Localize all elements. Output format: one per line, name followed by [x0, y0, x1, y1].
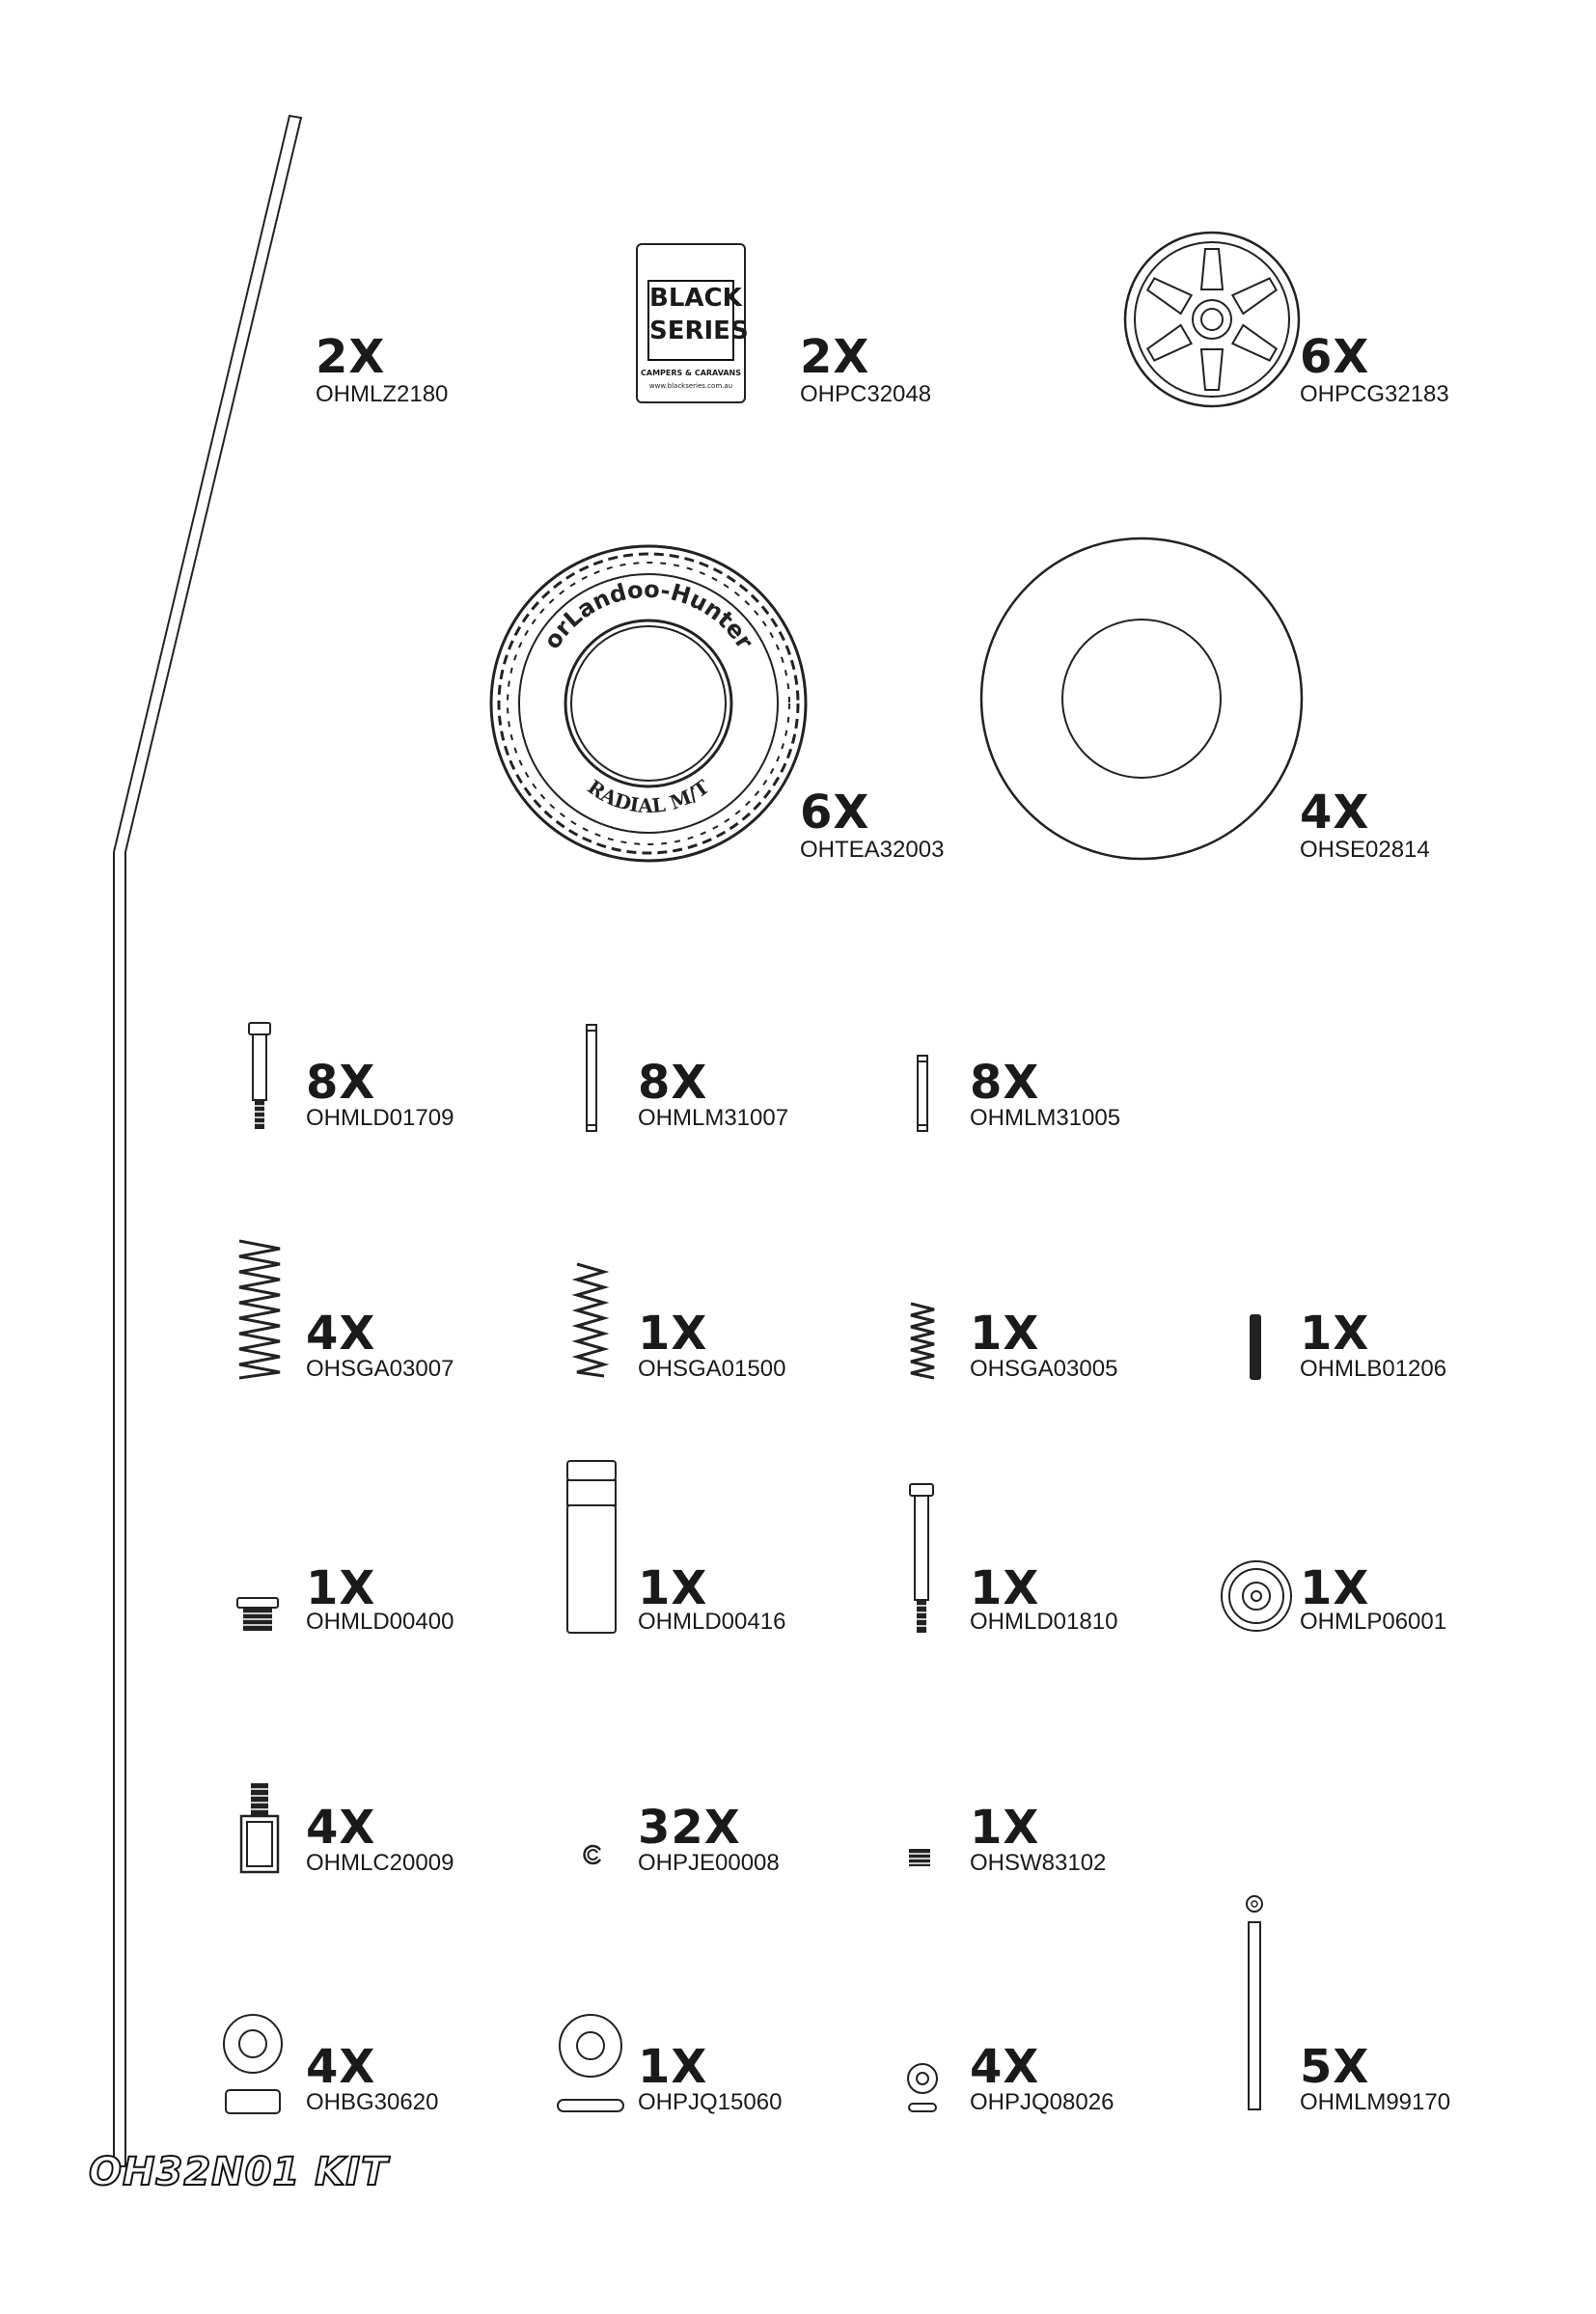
hub-screw-icon [237, 1781, 282, 1874]
quantity: 8X [306, 1056, 376, 1110]
part-code: OHSGA03007 [306, 1356, 454, 1382]
part-code: OHTEA32003 [800, 837, 945, 863]
logo-line4: www.blackseries.com.au [648, 382, 733, 390]
part-code: OHMLC20009 [306, 1850, 454, 1876]
quantity: 4X [1300, 785, 1370, 840]
shoulder-screw-icon [245, 1021, 274, 1131]
washer-icon [556, 2013, 625, 2115]
quantity: 32X [638, 1801, 741, 1855]
quantity: 2X [316, 330, 386, 384]
spring-icon [575, 1260, 606, 1378]
e-clip-icon [581, 1843, 604, 1866]
logo-line3: CAMPERS & CARAVANS [641, 369, 741, 377]
quantity: 1X [1300, 1561, 1370, 1615]
part-code: OHMLD01810 [970, 1609, 1118, 1635]
bearing-icon [222, 2013, 284, 2115]
quantity: 2X [800, 330, 870, 384]
pin-icon [584, 1023, 599, 1133]
quantity: 8X [638, 1056, 708, 1110]
logo-line2: SERIES [649, 317, 749, 345]
quantity: 1X [1300, 1307, 1370, 1361]
quantity: 8X [970, 1056, 1040, 1110]
bushing-icon [1220, 1559, 1293, 1633]
tire-brand-text: orLandoo-Hunter [538, 575, 759, 654]
quantity: 5X [1300, 2040, 1370, 2094]
part-code: OHPJQ15060 [638, 2089, 783, 2115]
foam-insert-icon [979, 537, 1304, 861]
shaft-icon [564, 1459, 619, 1637]
part-code: OHPJQ08026 [970, 2089, 1114, 2115]
part-code: OHMLZ2180 [316, 381, 449, 407]
part-code: OHMLM31005 [970, 1105, 1121, 1131]
part-code: OHMLM31007 [638, 1105, 789, 1131]
part-code: OHMLM99170 [1300, 2089, 1451, 2115]
pin-icon [915, 1054, 930, 1133]
part-code: OHMLP06001 [1300, 1609, 1447, 1635]
quantity: 1X [638, 1561, 708, 1615]
part-code: OHPCG32183 [1300, 381, 1449, 407]
quantity: 4X [970, 2040, 1040, 2094]
spring-icon [237, 1237, 282, 1380]
shoulder-screw-icon [907, 1482, 936, 1635]
quantity: 6X [800, 785, 870, 840]
part-code: OHPC32048 [800, 381, 932, 407]
wheel-rim-icon [1122, 230, 1302, 409]
tire-icon [487, 542, 810, 865]
long-pin-icon [1244, 1893, 1265, 2111]
quantity: 6X [1300, 330, 1370, 384]
part-code: OHMLD00416 [638, 1609, 786, 1635]
screw-cap-icon [235, 1596, 280, 1633]
quantity: 1X [638, 1307, 708, 1361]
part-code: OHMLB01206 [1300, 1356, 1447, 1382]
part-code: OHSGA03005 [970, 1356, 1118, 1382]
part-code: OHPJE00008 [638, 1850, 780, 1876]
part-code: OHSGA01500 [638, 1356, 786, 1382]
tire-sidewall-text: RADIAL M/T [583, 775, 714, 818]
grub-screw-icon [1248, 1312, 1263, 1382]
black-series-decal-icon [636, 243, 749, 403]
antenna-wire-icon [96, 111, 328, 2195]
quantity: 4X [306, 2040, 376, 2094]
quantity: 1X [970, 1561, 1040, 1615]
quantity: 1X [638, 2040, 708, 2094]
part-code: OHSW83102 [970, 1850, 1107, 1876]
svg-text:orLandoo-Hunter [538, 576, 758, 654]
quantity: 4X [306, 1307, 376, 1361]
part-code: OHMLD01709 [306, 1105, 454, 1131]
kit-label: OH32N01 KIT [89, 2150, 389, 2194]
spring-icon [909, 1301, 936, 1380]
part-code: OHMLD00400 [306, 1609, 454, 1635]
quantity: 1X [306, 1561, 376, 1615]
part-code: OHSE02814 [1300, 837, 1430, 863]
part-code: OHBG30620 [306, 2089, 439, 2115]
logo-line1: BLACK [649, 284, 742, 313]
quantity: 1X [970, 1307, 1040, 1361]
set-screw-icon [907, 1847, 932, 1868]
small-washer-icon [905, 2061, 940, 2115]
quantity: 4X [306, 1801, 376, 1855]
quantity: 1X [970, 1801, 1040, 1855]
